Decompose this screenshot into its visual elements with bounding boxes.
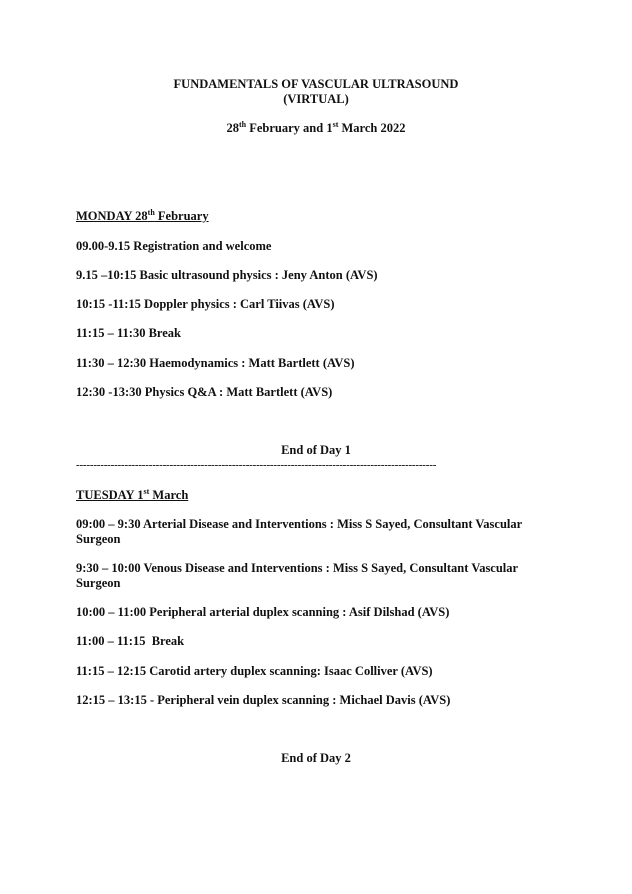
day1-heading-text: MONDAY 28 xyxy=(76,209,148,223)
day1-heading-month: February xyxy=(154,209,209,223)
schedule-item: 9.15 –10:15 Basic ultrasound physics : Jeny Anton (AVS) xyxy=(76,268,378,282)
schedule-item: 10:15 -11:15 Doppler physics : Carl Tiivas (AVS) xyxy=(76,297,335,311)
schedule-item: 11:15 – 11:30 Break xyxy=(76,326,181,340)
schedule-item: 12:30 -13:30 Physics Q&A : Matt Bartlett (AVS) xyxy=(76,385,333,399)
day1-heading xyxy=(76,209,209,224)
date-mid: February and 1 xyxy=(246,121,333,135)
schedule-item: 11:00 – 11:15 Break xyxy=(76,634,185,648)
document-title: FUNDAMENTALS OF VASCULAR ULTRASOUND xyxy=(173,77,459,91)
schedule-item: 11:30 – 12:30 Haemodynamics : Matt Bartlett (AVS) xyxy=(76,356,355,370)
end-of-day2: End of Day 2 xyxy=(281,751,351,765)
schedule-item: 9:30 – 10:00 Venous Disease and Interventions : Miss S Sayed, Consultant Vascular Surgeon xyxy=(76,561,518,590)
schedule-item: 11:15 – 12:15 Carotid artery duplex scanning: Isaac Colliver (AVS) xyxy=(76,664,433,678)
schedule-item: 09:00 – 9:30 Arterial Disease and Interventions : Miss S Sayed, Consultant Vascular Surgeon xyxy=(76,517,522,546)
day2-heading xyxy=(76,488,188,503)
schedule-item: 10:00 – 11:00 Peripheral arterial duplex scanning : Asif Dilshad (AVS) xyxy=(76,605,450,619)
date-day1: 28 xyxy=(226,121,239,135)
schedule-item: 09.00-9.15 Registration and welcome xyxy=(76,239,272,253)
dashed-separator: -------------------------------------------------------------------------------------------------------- xyxy=(76,459,437,471)
day2-heading-month: March xyxy=(149,488,189,502)
day2-heading-suffix: st xyxy=(143,486,150,496)
document-subtitle: (VIRTUAL) xyxy=(283,92,349,106)
date-day1-suffix: th xyxy=(239,119,247,129)
day1-heading-suffix: th xyxy=(147,207,155,217)
date-day2-suffix: st xyxy=(332,119,339,129)
event-dates xyxy=(0,121,632,136)
schedule-item: 12:15 – 13:15 - Peripheral vein duplex scanning : Michael Davis (AVS) xyxy=(76,693,451,707)
day2-heading-text: TUESDAY 1 xyxy=(76,488,144,502)
date-end: March 2022 xyxy=(338,121,406,135)
end-of-day1: End of Day 1 xyxy=(281,443,351,457)
